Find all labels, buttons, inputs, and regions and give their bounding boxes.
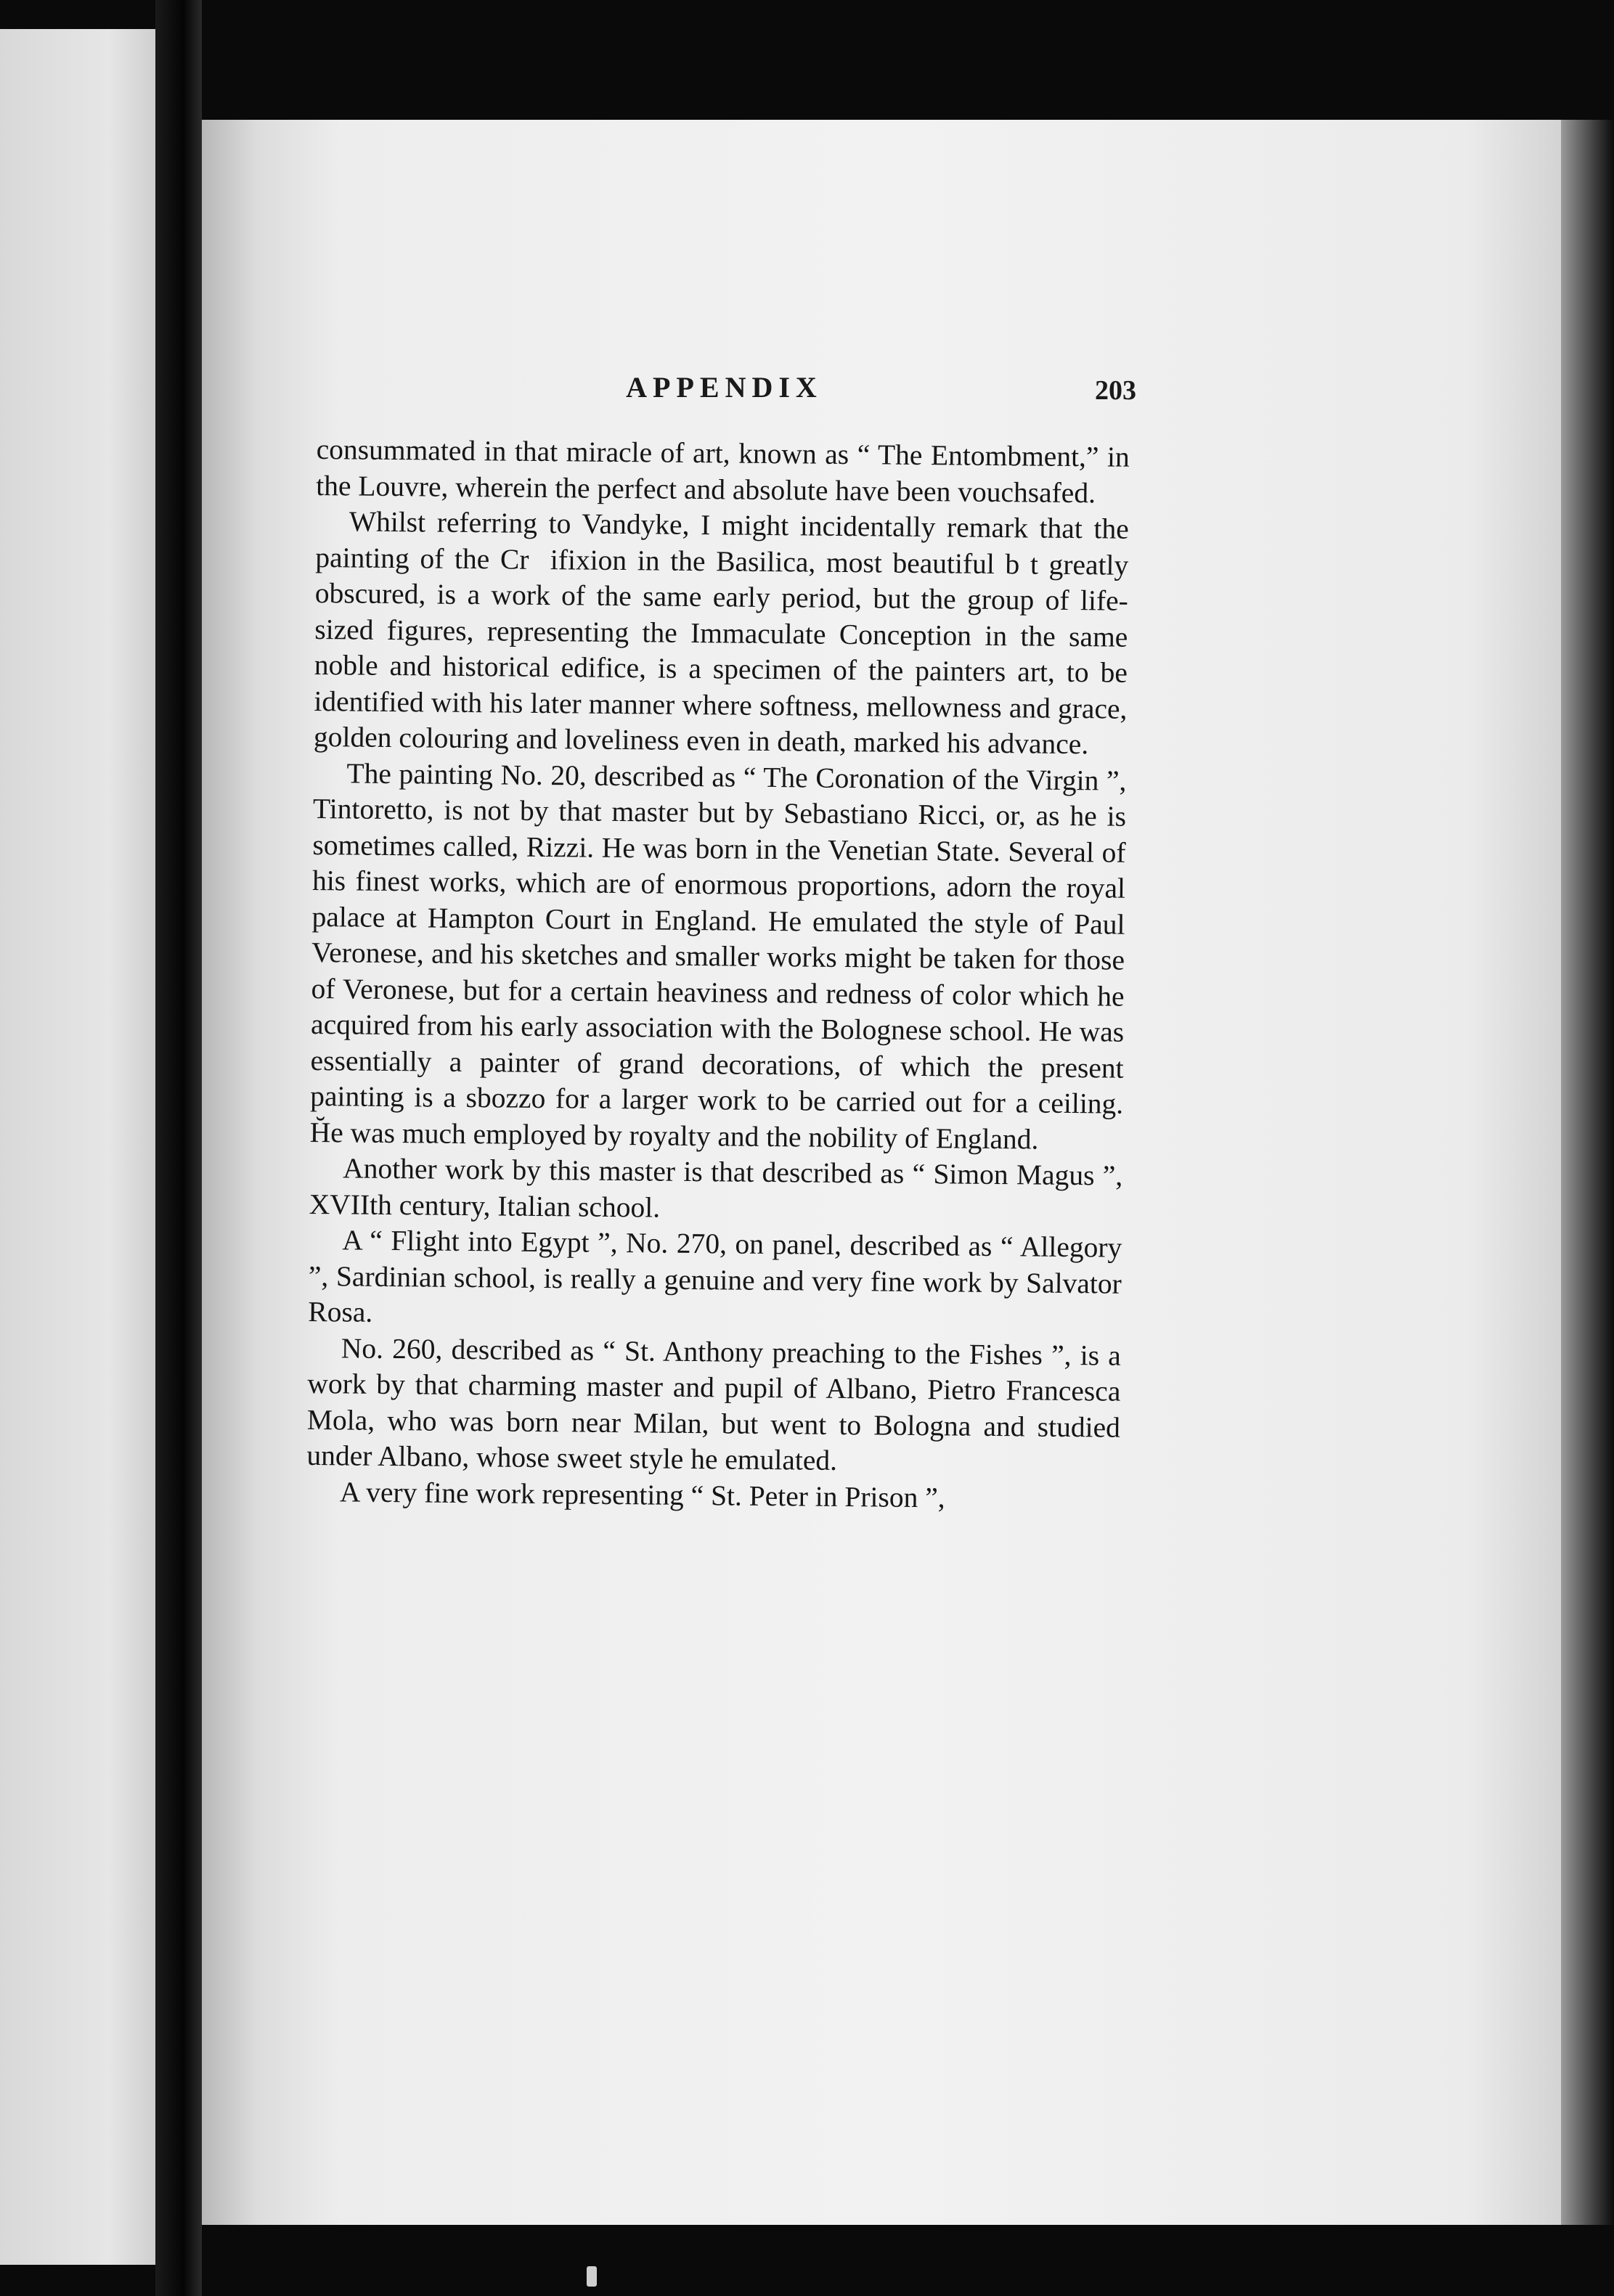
paragraph: Another work by this master is that described as “ Simon Magus ”, XVIIth century, Italian school. [309, 1152, 1123, 1224]
facing-page-edge [0, 29, 155, 2265]
paragraph: The painting No. 20, described as “ The Coronation of the Virgin ”, Tintoretto, is not by that master but by Sebastiano Ricci, or, as he is sometimes called, Rizzi. He was born in the Venetian State. Several of his finest works, which are of enormous proportions, adorn the royal palace at Hampton Court in England. He emulated the style of Paul Veronese, and his sketches and smaller works might be taken for those of Veronese, but for a certain heaviness and redness of color which he acquired from his early association with the Bolognese school. He was essentially a painter of grand decorations, of which the present painting is a sbozzo for a larger work to be carried out for a ceiling. H̆e was much employed by royalty and the nobility of England. [309, 756, 1127, 1156]
running-title: APPENDIX [626, 371, 823, 404]
page-edge-shadow [1561, 120, 1614, 2225]
page-number: 203 [1095, 375, 1136, 406]
body-text [306, 432, 1130, 1518]
paragraph: consummated in that miracle of art, known as “ The Entombment,” in the Louvre, wherein the perfect and absolute have been vouchsafed. [316, 433, 1130, 509]
paragraph: A “ Flight into Egypt ”, No. 270, on panel, described as “ Allegory ”, Sardinian school, is really a genuine and very fine work by Salvator Rosa. [308, 1224, 1122, 1328]
paragraph: Whilst referring to Vandyke, I might incidentally remark that the painting of the Cr ifixion in the Basilica, most beautiful b t greatly obscured, is a work of the same early period, but the group of life-sized figures, representing the Immaculate Conception in the same noble and historical edifice, is a specimen of the painters art, to be identified with his later manner where softness, mellowness and grace, golden colouring and loveliness even in death, marked his advance. [313, 505, 1129, 761]
paragraph: No. 260, described as “ St. Anthony preaching to the Fishes ”, is a work by that charming master and pupil of Albano, Pietro Francesca Mola, who was born near Milan, but went to Bologna and studied under Albano, whose sweet style he emulated. [306, 1331, 1122, 1476]
scan-artifact-mark [587, 2266, 597, 2287]
binding-gutter [155, 0, 202, 2296]
running-head [312, 370, 1136, 414]
paragraph-continued: A very fine work representing “ St. Peter in Prison ”, [339, 1475, 945, 1513]
